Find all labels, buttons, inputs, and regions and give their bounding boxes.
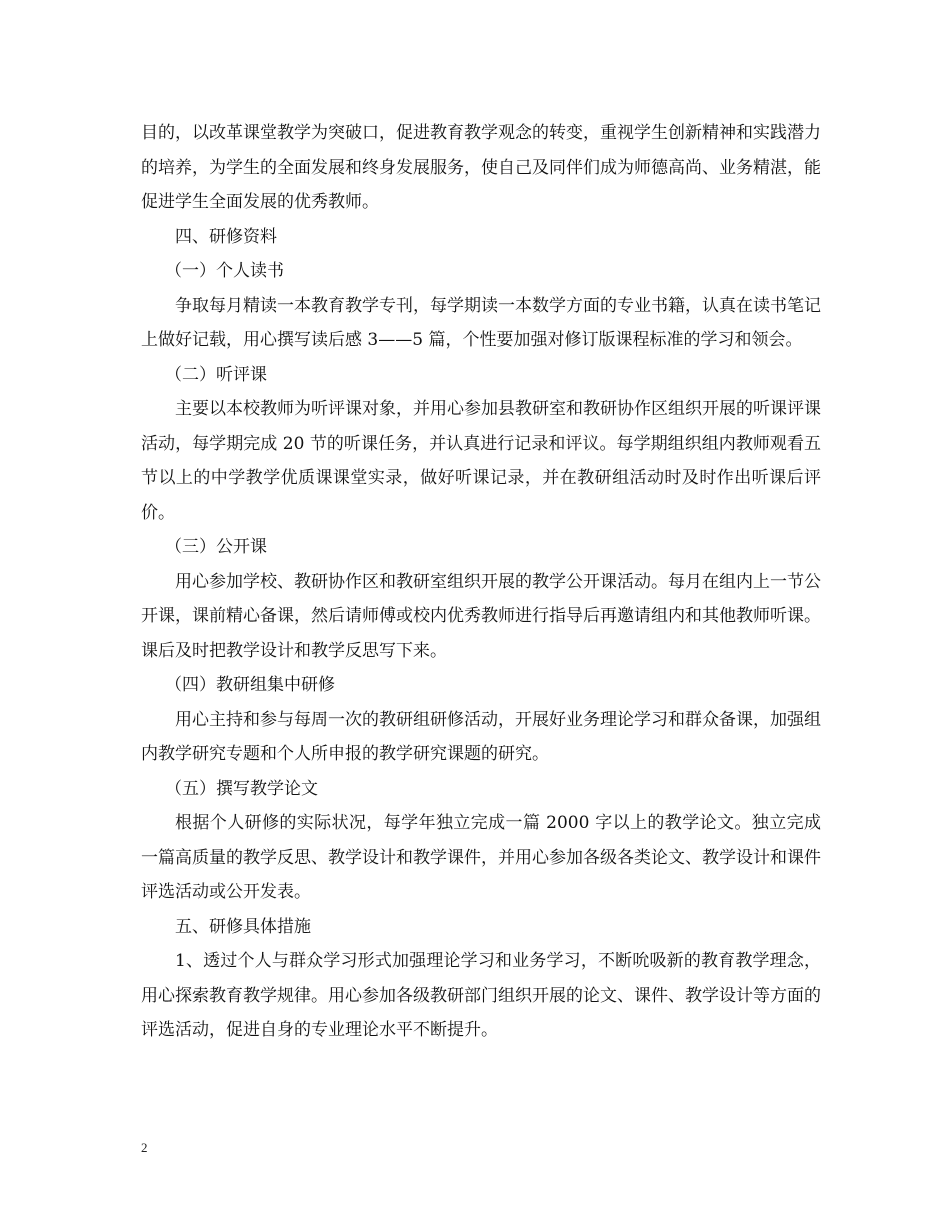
page-number: 2 bbox=[141, 1140, 148, 1155]
paragraph-lesson-evaluation: 主要以本校教师为听评课对象，并用心参加县教研室和教研协作区组织开展的听课评课活动，每学期完成 20 节的听课任务，并认真进行记录和评议。每学期组织组内教师观看五节以上的中学教学优质课课堂实录，做好听课记录，并在教研组活动时及时作出听课后评价。 bbox=[141, 399, 821, 523]
subheading-lesson-evaluation: （二）听评课 bbox=[165, 364, 267, 385]
subheading-open-class: （三）公开课 bbox=[165, 537, 267, 557]
section-heading-measures: 五、研修具体措施 bbox=[175, 916, 311, 937]
paragraph-writing-papers: 根据个人研修的实际状况，每学年独立完成一篇 2000 字以上的教学论文。独立完成一篇高质量的教学反思、教学设计和教学课件，并用心参加各级各类论文、教学设计和课件评选活动或公开发表。 bbox=[141, 813, 821, 902]
paragraph-group-research: 用心主持和参与每周一次的教研组研修活动，开展好业务理论学习和群众备课，加强组内教学研究专题和个人所申报的教学研究课题的研究。 bbox=[141, 709, 821, 764]
subheading-writing-papers: （五）撰写教学论文 bbox=[165, 778, 318, 799]
subheading-group-research: （四）教研组集中研修 bbox=[165, 675, 335, 695]
paragraph-personal-reading: 争取每月精读一本教育教学专刊，每学期读一本数学方面的专业书籍，认真在读书笔记上做好记载，用心撰写读后感 3——5 篇，个性要加强对修订版课程标准的学习和领会。 bbox=[141, 295, 821, 350]
document-body bbox=[141, 116, 821, 1048]
paragraph-measure-1: 1、透过个人与群众学习形式加强理论学习和业务学习，不断吮吸新的教育教学理念，用心探索教育教学规律。用心参加各级教研部门组织开展的论文、课件、教学设计等方面的评选活动，促进自身的专业理论水平不断提升。 bbox=[141, 951, 821, 1040]
section-heading-research-content: 四、研修资料 bbox=[175, 226, 277, 247]
paragraph-continuation: 目的，以改革课堂教学为突破口，促进教育教学观念的转变，重视学生创新精神和实践潜力的培养，为学生的全面发展和终身发展服务，使自己及同伴们成为师德高尚、业务精湛，能促进学生全面发展的优秀教师。 bbox=[141, 123, 821, 212]
subheading-personal-reading: （一）个人读书 bbox=[165, 261, 284, 281]
paragraph-open-class: 用心参加学校、教研协作区和教研室组织开展的教学公开课活动。每月在组内上一节公开课，课前精心备课，然后请师傅或校内优秀教师进行指导后再邀请组内和其他教师听课。课后及时把教学设计和教学反思写下来。 bbox=[141, 571, 821, 661]
